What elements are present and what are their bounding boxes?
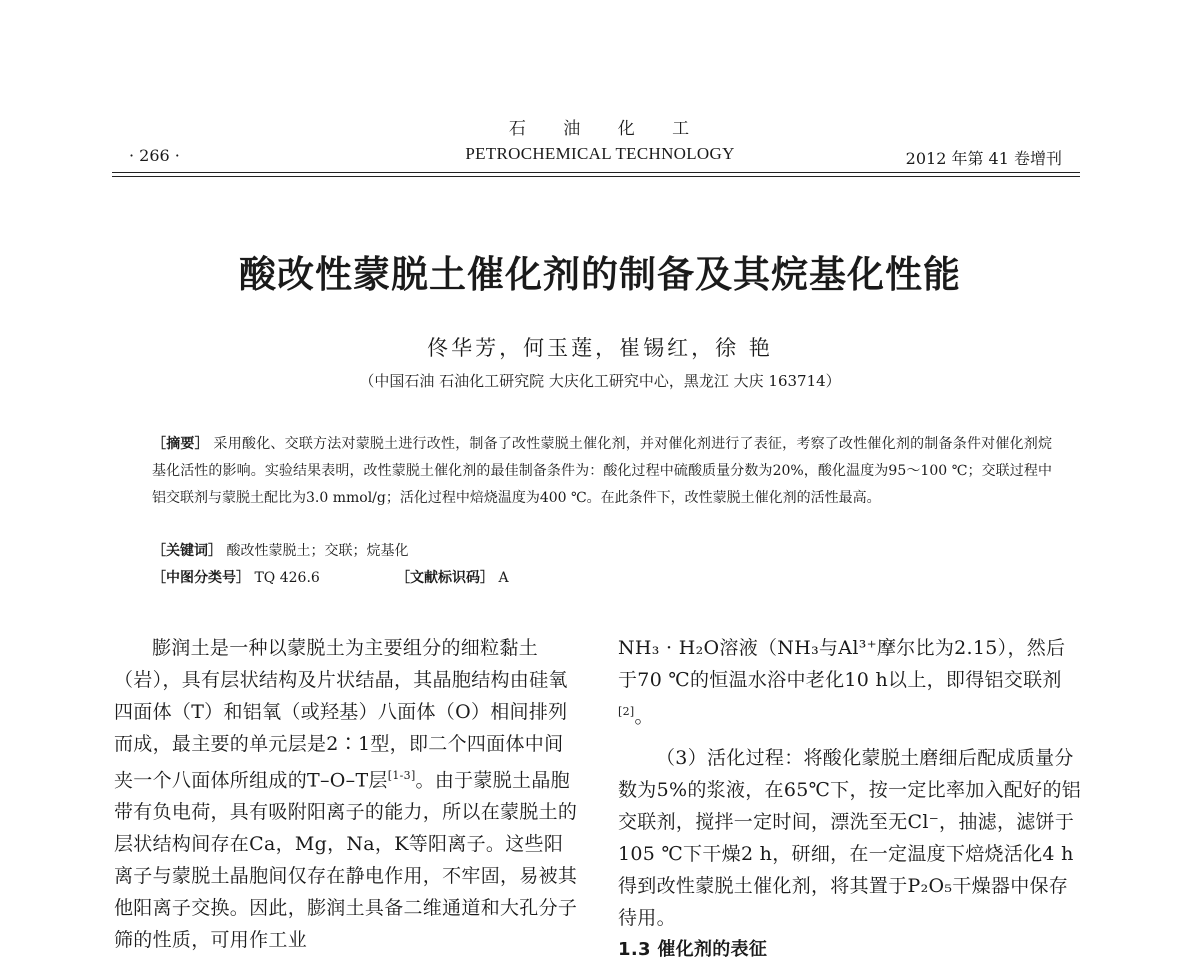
abstract <box>152 431 1052 512</box>
keywords-text: 酸改性蒙脱土；交联；烷基化 <box>226 543 409 559</box>
citation-ref: [1-3] <box>387 769 416 782</box>
keywords-label: ［关键词］ <box>152 543 222 559</box>
document-code-label: ［文献标识码］ <box>396 570 494 586</box>
right-column <box>618 632 1084 966</box>
classification-number <box>152 567 320 587</box>
header-rule-top <box>112 172 1080 173</box>
section-heading: 1.3 催化剂的表征 <box>618 939 768 961</box>
body-paragraph <box>114 632 578 956</box>
document-code <box>396 567 509 587</box>
body-paragraph <box>618 632 1084 732</box>
classification-label: ［中图分类号］ <box>152 570 250 586</box>
article-title: 酸改性蒙脱土催化剂的制备及其烷基化性能 <box>239 253 961 296</box>
authors: 佟华芳，何玉莲，崔锡红，徐 艳 <box>427 336 773 360</box>
affiliation: （中国石油 石油化工研究院 大庆化工研究中心，黑龙江 大庆 163714） <box>359 372 841 390</box>
header-rule-bottom <box>112 176 1080 177</box>
document-code-value: A <box>498 570 509 586</box>
journal-name-chinese: 石 油 化 工 <box>508 119 692 139</box>
abstract-text: 采用酸化、交联方法对蒙脱土进行改性，制备了改性蒙脱土催化剂，并对催化剂进行了表征，考察了改性催化剂的制备条件对催化剂烷基化活性的影响。实验结果表明，改性蒙脱土催化剂的最佳制备条件为：酸化过程中硫酸质量分数为20%，酸化温度为95～100 ℃；交联过程中铝交联剂与蒙脱土配比为3.0 mmol/g；活化过程中焙烧温度为400 ℃。在此条件下，改性蒙脱土催化剂的活性最高。 <box>152 436 1053 506</box>
paragraph-text-continued: 。由于蒙脱土晶胞带有负电荷，具有吸附阳离子的能力，所以在蒙脱土的层状结构间存在Ca，Mg，Na，K等阳离子。这些阳离子与蒙脱土晶胞间仅存在静电作用，不牢固，易被其他阳离子交换。因此，膨润土具备二维通道和大孔分子筛的性质，可用作工业 <box>114 769 578 952</box>
issue-info: 2012 年第 41 卷增刊 <box>905 149 1062 168</box>
body-paragraph: （3）活化过程：将酸化蒙脱土磨细后配成质量分数为5%的浆液，在65℃下，按一定比率加入配好的铝交联剂，搅拌一定时间，漂洗至无Cl⁻，抽滤，滤饼于105 ℃下干燥2 h，研细，在一定温度下焙烧活化4 h得到改性蒙脱土催化剂，将其置于P₂O₅干燥器中保存待用。 <box>618 747 1082 930</box>
abstract-label: ［摘要］ <box>152 436 209 452</box>
journal-name-english: PETROCHEMICAL TECHNOLOGY <box>465 144 735 163</box>
paragraph-end: 。 <box>634 705 654 728</box>
page-number: · 266 · <box>129 146 180 165</box>
paragraph-text: 膨润土是一种以蒙脱土为主要组分的细粒黏土（岩），具有层状结构及片状结晶，其晶胞结构由硅氧四面体（T）和铝氧（或羟基）八面体（O）相间排列而成，最主要的单元层是2∶1型，即二个四面体中间夹一个八面体所组成的T–O–T层 <box>114 637 568 792</box>
classification-value: TQ 426.6 <box>254 570 320 586</box>
left-column <box>114 632 578 956</box>
keywords <box>152 540 408 560</box>
citation-ref: [2] <box>618 705 635 718</box>
paragraph-text: NH₃ · H₂O溶液（NH₃与Al³⁺摩尔比为2.15），然后于70 ℃的恒温水浴中老化10 h以上，即得铝交联剂 <box>618 637 1066 691</box>
